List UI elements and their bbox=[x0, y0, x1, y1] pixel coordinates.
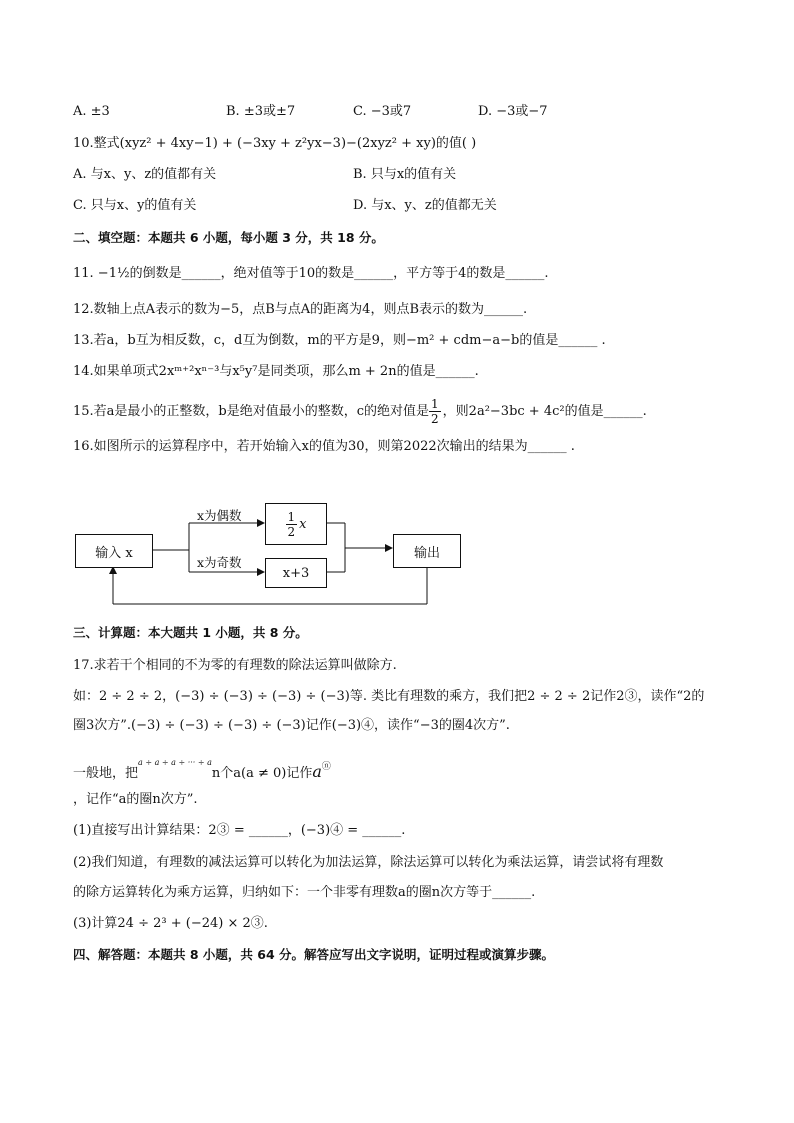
q17-line4-mid: n个a(a ≠ 0)记作 bbox=[211, 766, 313, 781]
question-11: 11. −1½的倒数是______，绝对值等于10的数是______，平方等于4的数是______. bbox=[73, 266, 549, 281]
question-14: 14.如果单项式2xᵐ⁺²xⁿ⁻³与x⁵y⁷是同类项，那么m + 2n的值是______. bbox=[73, 364, 479, 379]
flow-plus3-box bbox=[265, 558, 327, 588]
q10-option-a: A. 与x、y、z的值都有关 bbox=[73, 167, 217, 182]
q10-option-c: C. 只与x、y的值有关 bbox=[73, 198, 197, 213]
flow-output-box bbox=[393, 534, 461, 568]
question-16: 16.如图所示的运算程序中，若开始输入x的值为30，则第2022次输出的结果为______ . bbox=[73, 439, 575, 454]
q17-line3: 圈3次方”.(−3) ÷ (−3) ÷ (−3) ÷ (−3)记作(−3)④，读作“−3的圈4次方”. bbox=[73, 718, 510, 733]
q15-text-post: ，则2a²−3bc + 4c²的值是______. bbox=[442, 404, 647, 419]
q17-line4-circled-n: ⓝ bbox=[321, 762, 331, 772]
flow-input-box bbox=[75, 534, 153, 568]
q15-numerator: 1 bbox=[431, 397, 439, 411]
flow-half-variable: x bbox=[299, 516, 307, 532]
q10-stem: 10.整式(xyz² + 4xy−1) + (−3xy + z²yx−3)−(2xyz² + xy)的值( ) bbox=[73, 136, 477, 151]
flow-plus3-label: x+3 bbox=[282, 565, 310, 581]
flow-half-fraction bbox=[286, 510, 298, 539]
question-12: 12.数轴上点A表示的数为−5，点B与点A的距离为4，则点B表示的数为______. bbox=[73, 302, 528, 317]
q17-part2-b: 的除方运算转化为乘方运算，归纳如下：一个非零有理数a的圈n次方等于______. bbox=[73, 885, 536, 900]
section-heading-answer: 四、解答题：本题共 8 小题，共 64 分。解答应写出文字说明，证明过程或演算步骤。 bbox=[73, 947, 555, 962]
flow-half-numerator: 1 bbox=[287, 509, 296, 524]
q10-option-b: B. 只与x的值有关 bbox=[353, 167, 457, 182]
q9-option-a: A. ±3 bbox=[73, 104, 110, 119]
section-heading-calculation: 三、计算题：本大题共 1 小题，共 8 分。 bbox=[73, 625, 308, 640]
q9-option-b: B. ±3或±7 bbox=[226, 104, 296, 119]
q9-option-d: D. −3或−7 bbox=[478, 104, 548, 119]
q9-option-c: C. −3或7 bbox=[353, 104, 412, 119]
q10-option-d: D. 与x、y、z的值都无关 bbox=[353, 198, 497, 213]
flow-input-label: 输入 x bbox=[95, 545, 133, 561]
q17-line2: 如：2 ÷ 2 ÷ 2，(−3) ÷ (−3) ÷ (−3) ÷ (−3)等. 类比有理数的乘方，我们把2 ÷ 2 ÷ 2记作2③，读作“2的 bbox=[73, 689, 705, 704]
flow-odd-label: x为奇数 bbox=[197, 555, 242, 570]
flow-output-label: 输出 bbox=[413, 545, 440, 561]
q17-line4-symbol: a bbox=[312, 762, 322, 781]
q17-part3: (3)计算24 ÷ 2³ + (−24) × 2③. bbox=[73, 916, 268, 931]
q17-line4-pre: 一般地，把 bbox=[73, 766, 139, 781]
q17-part2-a: (2)我们知道，有理数的减法运算可以转化为加法运算，除法运算可以转化为乘法运算，请尝试将有理数 bbox=[73, 855, 664, 870]
flow-even-label: x为偶数 bbox=[197, 508, 242, 523]
q17-line1: 17.求若干个相同的不为零的有理数的除法运算叫做除方. bbox=[73, 658, 397, 673]
q17-part1: (1)直接写出计算结果：2③ = ______，(−3)④ = ______. bbox=[73, 823, 406, 838]
section-heading-fill-blank: 二、填空题：本题共 6 小题，每小题 3 分，共 18 分。 bbox=[73, 230, 384, 245]
flow-half-denominator: 2 bbox=[287, 524, 296, 539]
flow-half-box bbox=[265, 503, 327, 545]
q15-text-pre: 15.若a是最小的正整数，b是绝对值最小的整数，c的绝对值是 bbox=[73, 404, 430, 419]
q17-line5: ，记作“a的圈n次方”. bbox=[73, 792, 198, 807]
q17-line4-division-chain: a ÷ a ÷ a ÷ ··· ÷ a bbox=[138, 758, 212, 767]
q17-line4 bbox=[73, 755, 331, 782]
question-13: 13.若a，b互为相反数，c，d互为倒数，m的平方是9，则−m² + cdm−a−b的值是______ . bbox=[73, 333, 606, 348]
q15-denominator: 2 bbox=[431, 412, 439, 426]
